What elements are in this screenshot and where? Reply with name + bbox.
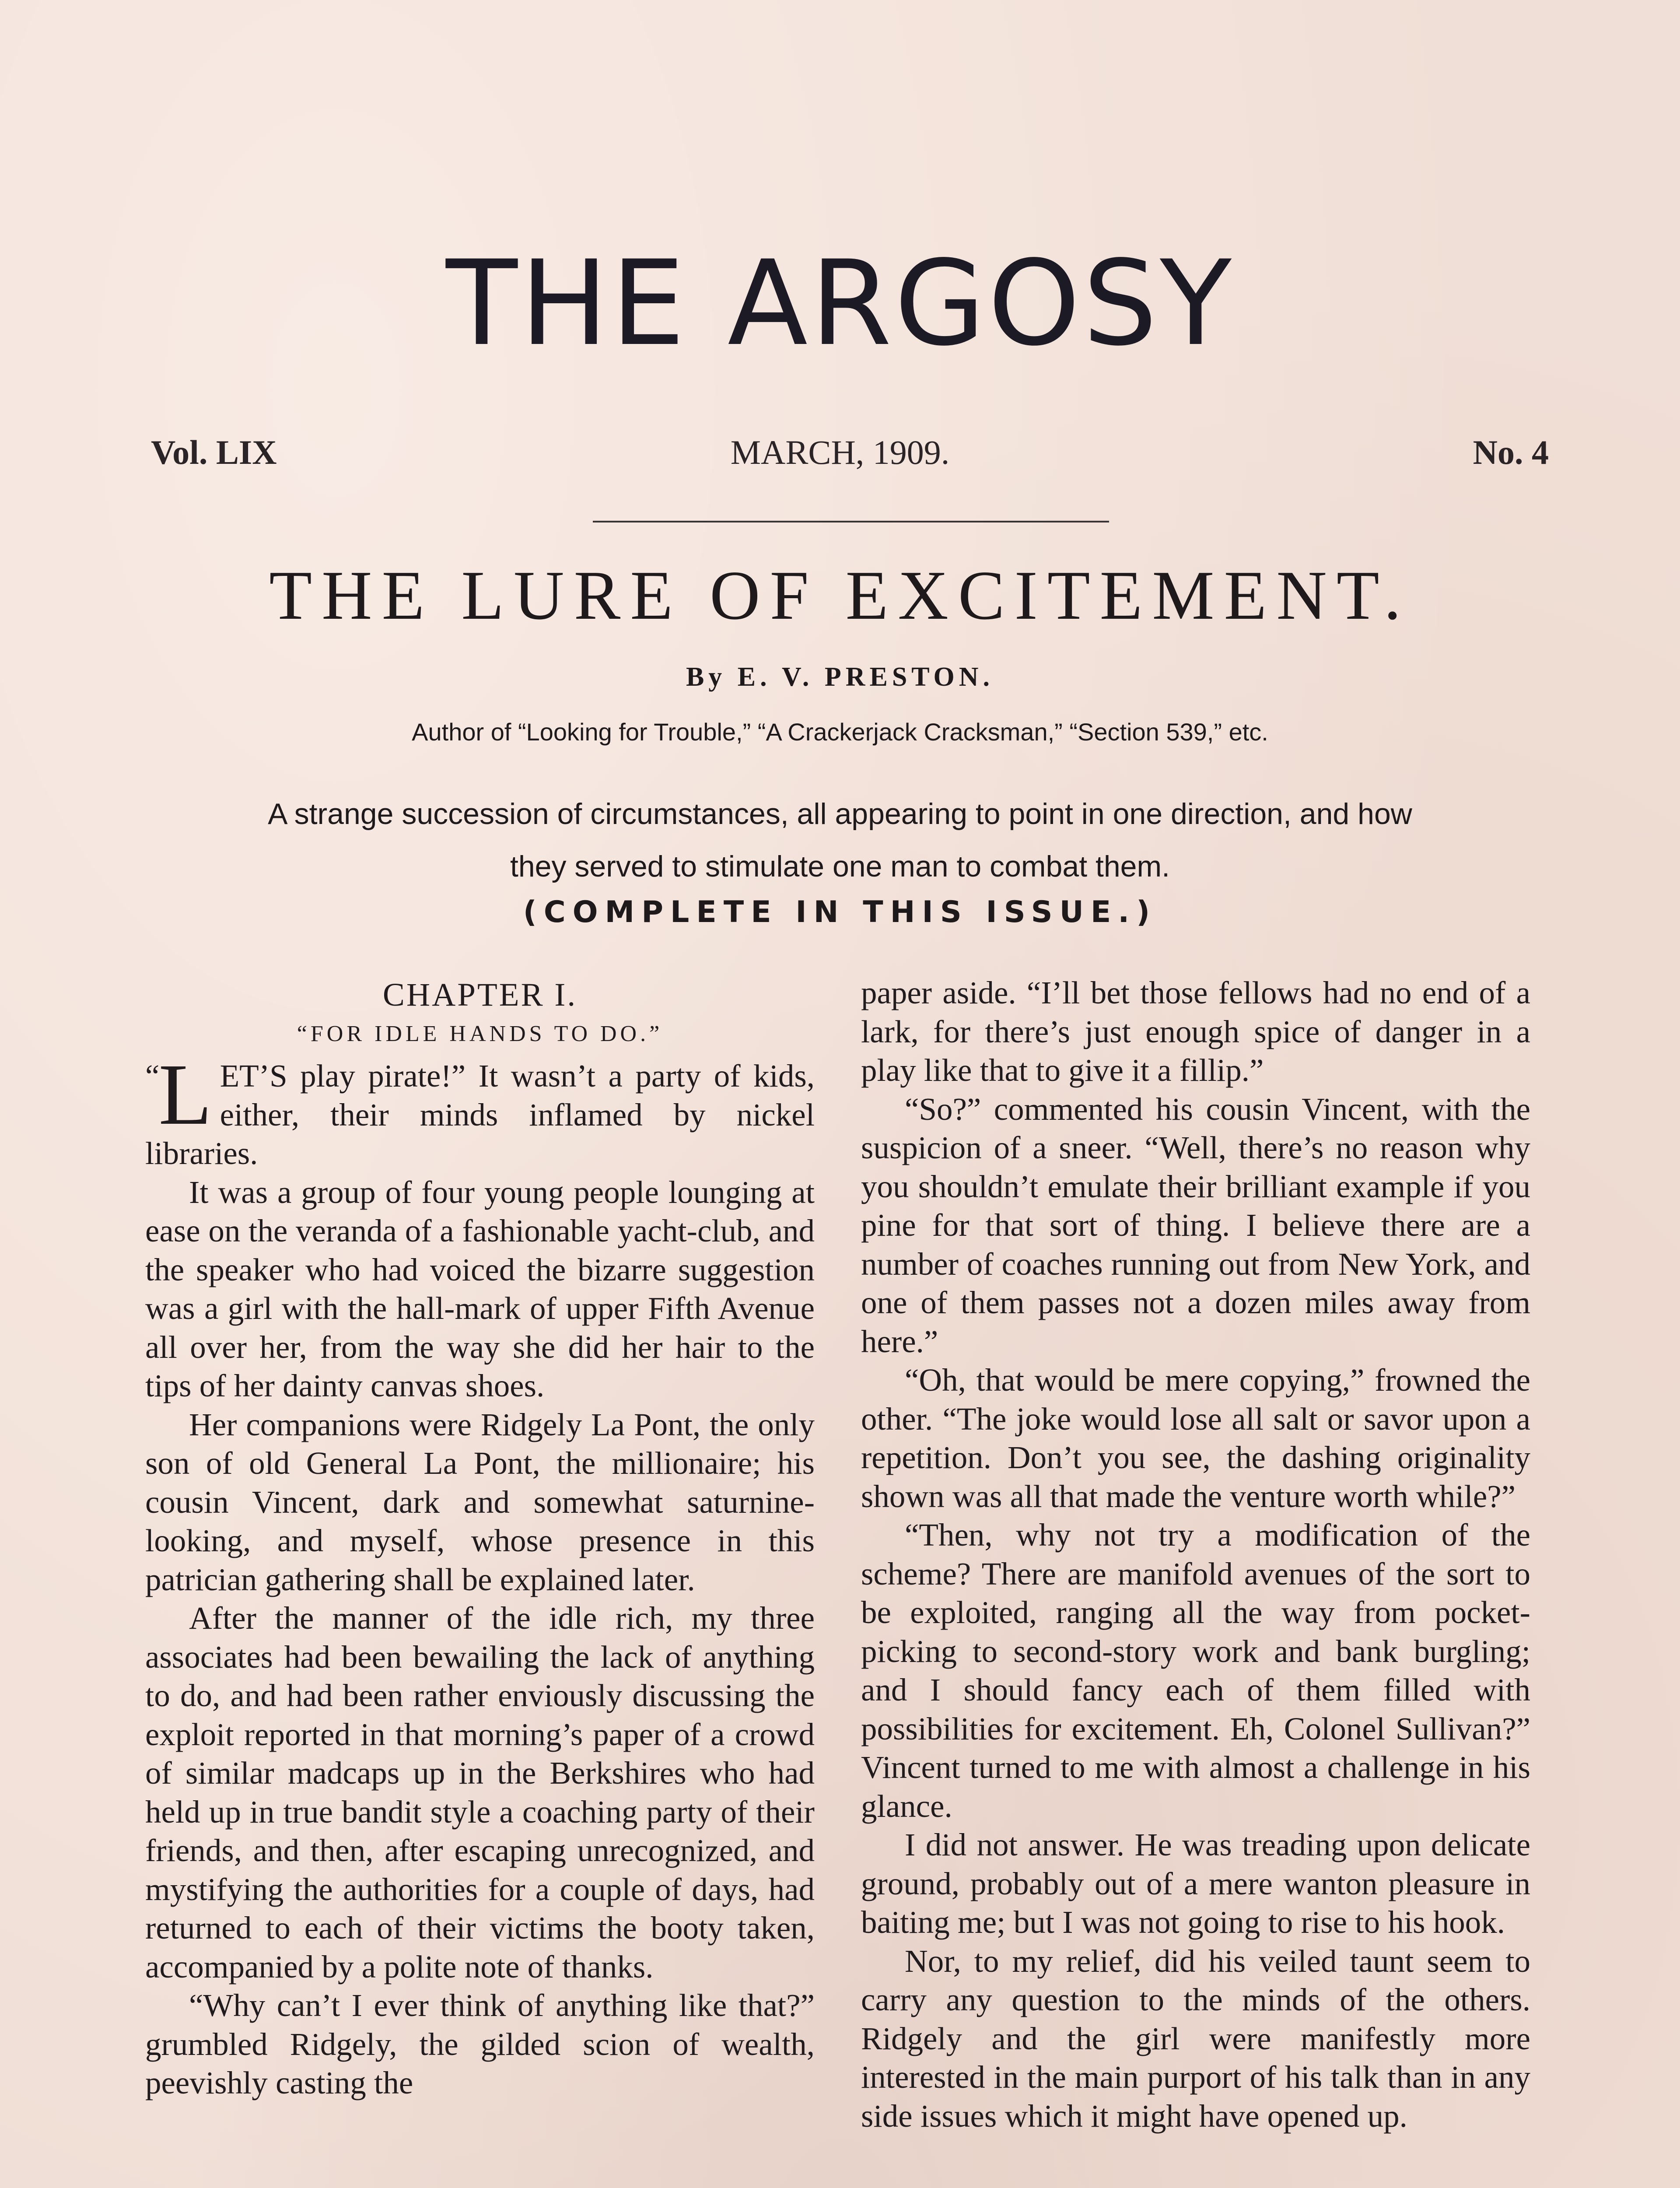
byline: By E. V. PRESTON. bbox=[686, 662, 994, 692]
body-paragraph: Her companions were Ridgely La Pont, the only son of old General La Pont, the millionaire; his cousin Vincent, dark and somewhat saturnine-looking, and myself, whose presence in this patrician gathering shall be explained later. bbox=[145, 1406, 815, 1597]
drop-cap-letter: L bbox=[158, 1046, 212, 1143]
issue-number: No. 4 bbox=[1473, 433, 1549, 471]
opening-paragraph bbox=[145, 1046, 815, 1173]
body-paragraph: I did not answer. He was treading upon delicate ground, probably out of a mere wanton pleasure in baiting me; but I was not going to rise to his hook. bbox=[861, 1827, 1530, 1940]
body-paragraph: It was a group of four young people lounging at ease on the veranda of a fashionable yacht-club, and the speaker who had voiced the bizarre suggestion was a girl with the hall-mark of upper Fifth Avenue all over her, from the way she did her hair to the tips of her dainty canvas shoes. bbox=[145, 1174, 815, 1403]
chapter-heading: CHAPTER I. bbox=[382, 977, 578, 1013]
chapter-subtitle: “FOR IDLE HANDS TO DO.” bbox=[297, 1021, 663, 1046]
text-column-right bbox=[861, 974, 1530, 2135]
story-blurb: A strange succession of circumstances, all appearing to point in one direction, and how they served to stimulate one man to combat them. bbox=[268, 797, 1412, 883]
volume-label: Vol. LIX bbox=[151, 433, 277, 471]
magazine-title: THE ARGOSY bbox=[446, 235, 1234, 372]
text-column-left bbox=[145, 974, 815, 2103]
opening-quote-mark: “ bbox=[145, 1058, 160, 1094]
body-paragraph: “Oh, that would be mere copying,” frowned the other. “The joke would lose all salt or savor upon a repetition. Don’t you see, the dashing originality shown was all that made the venture worth while?” bbox=[861, 1362, 1530, 1514]
body-paragraph: “Why can’t I ever think of anything like that?” grumbled Ridgely, the gilded scion of wealth, peevishly casting the bbox=[145, 1988, 815, 2100]
issue-date: MARCH, 1909. bbox=[730, 433, 950, 471]
body-paragraph: “Then, why not try a modification of the scheme? There are manifold avenues of the sort to be exploited, ranging all the way from pocket-picking to second-story work and bank burgling; and I should fancy each of them filled with possibilities for excitement. Eh, Colonel Sullivan?” Vincent turned to me with almost a challenge in his glance. bbox=[861, 1517, 1530, 1824]
opening-paragraph-text: ET’S play pirate!” It wasn’t a party of kids, either, their minds inflamed by nickel libraries. bbox=[145, 1058, 815, 1171]
author-credit: Author of “Looking for Trouble,” “A Crackerjack Cracksman,” “Section 539,” etc. bbox=[412, 718, 1268, 746]
body-paragraph: Nor, to my relief, did his veiled taunt seem to carry any question to the minds of the others. Ridgely and the girl were manifestly more interested in the main purport of his talk than in any side issues which it might have opened up. bbox=[861, 1943, 1530, 2134]
complete-notice: (COMPLETE IN THIS ISSUE.) bbox=[523, 895, 1157, 929]
body-paragraph: “So?” commented his cousin Vincent, with the suspicion of a sneer. “Well, there’s no reason why you shouldn’t emulate their brilliant example if you pine for that sort of thing. I believe there are a number of coaches running out from New York, and one of them passes not a dozen miles away from here.” bbox=[861, 1091, 1530, 1359]
body-paragraph-continued: paper aside. “I’ll bet those fellows had no end of a lark, for there’s just enough spice of danger in a play like that to give it a fillip.” bbox=[861, 975, 1530, 1088]
story-title: THE LURE OF EXCITEMENT. bbox=[269, 556, 1411, 634]
body-paragraph: After the manner of the idle rich, my three associates had been bewailing the lack of anything to do, and had been rather enviously discussing the exploit reported in that morning’s paper of a crowd of similar madcaps up in the Berkshires who had held up in true bandit style a coaching party of their friends, and then, after escaping unrecognized, and mystifying the authorities for a couple of days, had returned to each of their victims the booty taken, accompanied by a polite note of thanks. bbox=[145, 1600, 815, 1985]
divider-rule bbox=[593, 521, 1109, 522]
